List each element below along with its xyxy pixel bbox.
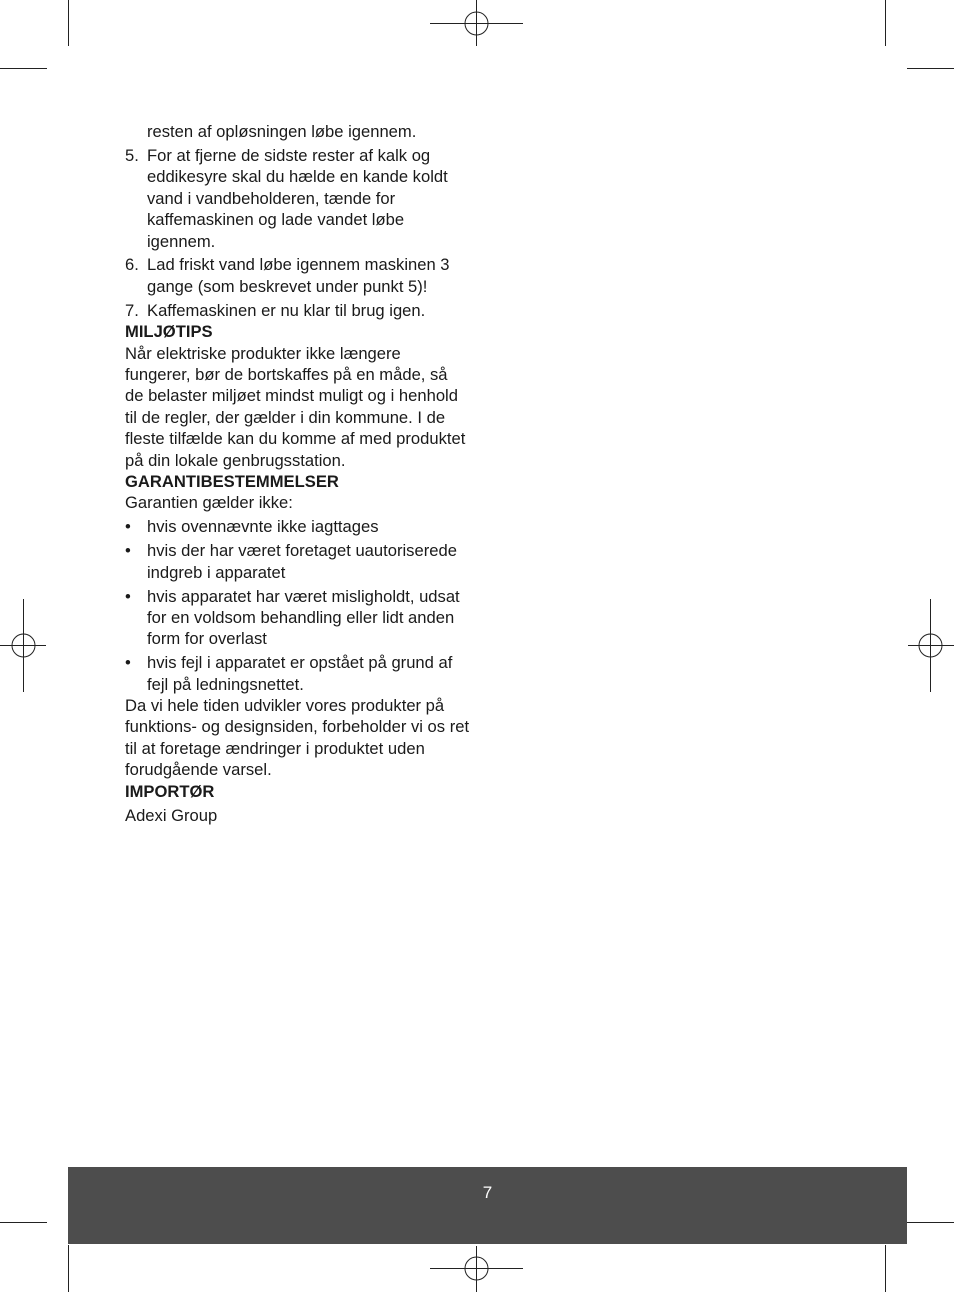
list-item [125,300,470,321]
importor-heading: IMPORTØR [125,781,215,801]
list-item [125,516,470,537]
step-number: 7. [125,300,139,320]
list-item [125,254,470,297]
importor-name: Adexi Group [125,806,218,826]
miljotips-heading: MILJØTIPS [125,322,213,342]
bullet-text: hvis der har været foretaget uautoriserede indgreb i apparatet [147,541,457,582]
descaling-steps-list [125,145,470,321]
bullet-text: hvis apparatet har været misligholdt, udsat for en voldsom behandling eller lidt anden form for overlast [147,586,460,649]
continued-step-text: resten af opløsningen løbe igennem. [147,122,417,141]
bullet-icon: • [125,586,131,606]
garanti-intro: Garantien gælder ikke: [125,493,293,513]
bullet-text: hvis ovennævnte ikke iagttages [147,517,379,537]
step-text: For at fjerne de sidste rester af kalk og eddikesyre skal du hælde en kande koldt vand i vandbeholderen, tænde for kaffemaskinen og lade vandet løbe igennem. [147,145,448,251]
list-item [125,145,470,252]
page-number: 7 [482,1183,493,1202]
step-text: Lad friskt vand løbe igennem maskinen 3 gange (som beskrevet under punkt 5)! [147,255,450,296]
bullet-icon: • [125,653,131,673]
miljotips-body: Når elektriske produkter ikke længere fungerer, bør de bortskaffes på en måde, så de belaster miljøet mindst muligt og i henhold til de regler, der gælder i din kommune. I de fleste tilfælde kan du komme af med produktet på din lokale genbrugsstation. [125,343,466,470]
bullet-icon: • [125,517,131,537]
step-number: 6. [125,255,139,275]
footer-bar [68,1167,907,1244]
step-number: 5. [125,145,139,165]
list-item [125,652,470,695]
garanti-exclusions-list [125,516,470,695]
garanti-heading: GARANTIBESTEMMELSER [125,472,339,491]
manual-text-column [125,121,470,827]
bullet-icon: • [125,541,131,561]
step-text: Kaffemaskinen er nu klar til brug igen. [147,300,426,320]
bullet-text: hvis fejl i apparatet er opstået på grund af fejl på ledningsnettet. [147,653,453,694]
garanti-closing: Da vi hele tiden udvikler vores produkter på funktions- og designsiden, forbeholder vi os ret til at foretage ændringer i produktet uden forudgående varsel. [125,696,470,780]
list-item [125,540,470,583]
list-item [125,586,470,650]
